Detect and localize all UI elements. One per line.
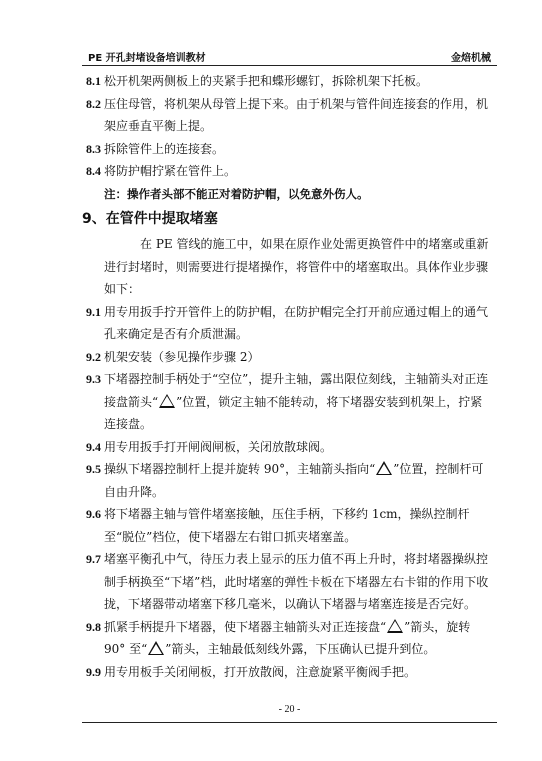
step-9-8 xyxy=(82,616,492,661)
step-number: 9.8 xyxy=(86,619,101,634)
header-title: PE 开孔封堵设备培训教材 xyxy=(88,53,206,64)
step-number: 9.6 xyxy=(86,507,101,521)
step-9-1 xyxy=(82,301,492,346)
step-number: 9.9 xyxy=(86,664,101,679)
page-number: - 20 - xyxy=(278,704,301,715)
triangle-symbol-icon xyxy=(148,641,164,655)
step-number: 9.4 xyxy=(86,439,101,454)
step-text: ”箭头，主轴最低刻线外露，下压确认已提升到位。 xyxy=(165,642,436,656)
step-9-5 xyxy=(82,458,492,503)
section-title: 9、在管件中提取堵塞 xyxy=(82,211,218,227)
step-9-4 xyxy=(82,436,492,459)
step-text: 压住母管，将机架从母管上提下来。由于机架与管件间连接套的作用，机架应垂直平衡上提。 xyxy=(104,96,489,133)
step-text: 拆除管件上的连接套。 xyxy=(104,141,225,156)
step-text: 用专用扳手打开闸阀闸板，关闭放散球阀。 xyxy=(104,439,333,454)
safety-note: 注：操作者头部不能正对着防护帽，以免意外伤人。 xyxy=(104,186,369,201)
step-8-4 xyxy=(82,160,492,183)
step-text: 下堵器控制手柄处于“空位”，提升主轴，露出限位刻线，主轴箭头对正连接盘箭头“ xyxy=(104,372,489,409)
triangle-symbol-icon xyxy=(387,619,403,633)
step-text: 堵塞平衡孔中气，待压力表上显示的压力值不再上升时，将封堵器操纵控制手柄换至“下堵”档，此时堵塞的弹性卡板在下堵器左右卡钳的作用下收拢，下堵器带动堵塞下移几毫米，以确认下堵器与堵塞连接是否完好。 xyxy=(104,552,489,611)
step-8-2 xyxy=(82,93,492,138)
step-text: ”位置，控制杆可自由升降。 xyxy=(104,462,484,499)
step-number: 9.2 xyxy=(86,349,101,364)
step-9-9 xyxy=(82,661,492,684)
step-text: 操纵下堵器控制杆上提并旋转 90°，主轴箭头指向“ xyxy=(104,462,376,476)
step-8-1 xyxy=(82,70,492,93)
step-number: 8.4 xyxy=(86,164,101,178)
step-text: ”位置，锁定主轴不能转动，将下堵器安装到机架上，拧紧连接盘。 xyxy=(104,394,483,431)
step-9-6 xyxy=(82,503,492,548)
step-number: 9.3 xyxy=(86,372,101,386)
step-text: 松开机架两侧板上的夹紧手把和蝶形螺钉，拆除机架下托板。 xyxy=(104,74,429,88)
step-number: 8.3 xyxy=(86,141,101,156)
page-footer xyxy=(82,700,497,723)
step-number: 9.5 xyxy=(86,462,101,476)
step-number: 9.7 xyxy=(86,552,101,566)
document-body xyxy=(82,70,492,683)
step-9-7 xyxy=(82,548,492,616)
step-8-3 xyxy=(82,138,492,161)
triangle-symbol-icon xyxy=(376,461,392,475)
triangle-symbol-icon xyxy=(159,394,175,408)
step-text: 机架安装（参见操作步骤 2） xyxy=(104,349,260,364)
step-text: 将下堵器主轴与管件堵塞接触，压住手柄，下移约 1cm，操纵控制杆至“脱位”档位，使下堵器左右钳口抓夹堵塞盖。 xyxy=(104,507,470,544)
step-text: 用专用板手关闭闸板，打开放散阀，注意旋紧平衡阀手把。 xyxy=(104,664,417,679)
intro-paragraph: 在 PE 管线的施工中，如果在原作业处需更换管件中的堵塞或重新进行封堵时，则需要进行提堵操作，将管件中的堵塞取出。具体作业步骤如下： xyxy=(104,237,489,296)
step-text: ”箭头，旋转 90° 至“ xyxy=(104,619,471,656)
step-text: 将防护帽拧紧在管件上。 xyxy=(104,164,237,178)
step-9-2 xyxy=(82,346,492,369)
header-company: 金焙机械 xyxy=(451,53,491,64)
step-text: 用专用扳手拧开管件上的防护帽，在防护帽完全打开前应通过帽上的通气孔来确定是否有介质泄漏。 xyxy=(104,304,489,341)
step-text: 抓紧手柄提升下堵器，使下堵器主轴箭头对正连接盘“ xyxy=(104,619,387,634)
step-number: 8.2 xyxy=(86,96,101,111)
step-number: 9.1 xyxy=(86,304,101,319)
page-header xyxy=(82,47,497,66)
step-9-3 xyxy=(82,368,492,436)
step-number: 8.1 xyxy=(86,74,101,88)
